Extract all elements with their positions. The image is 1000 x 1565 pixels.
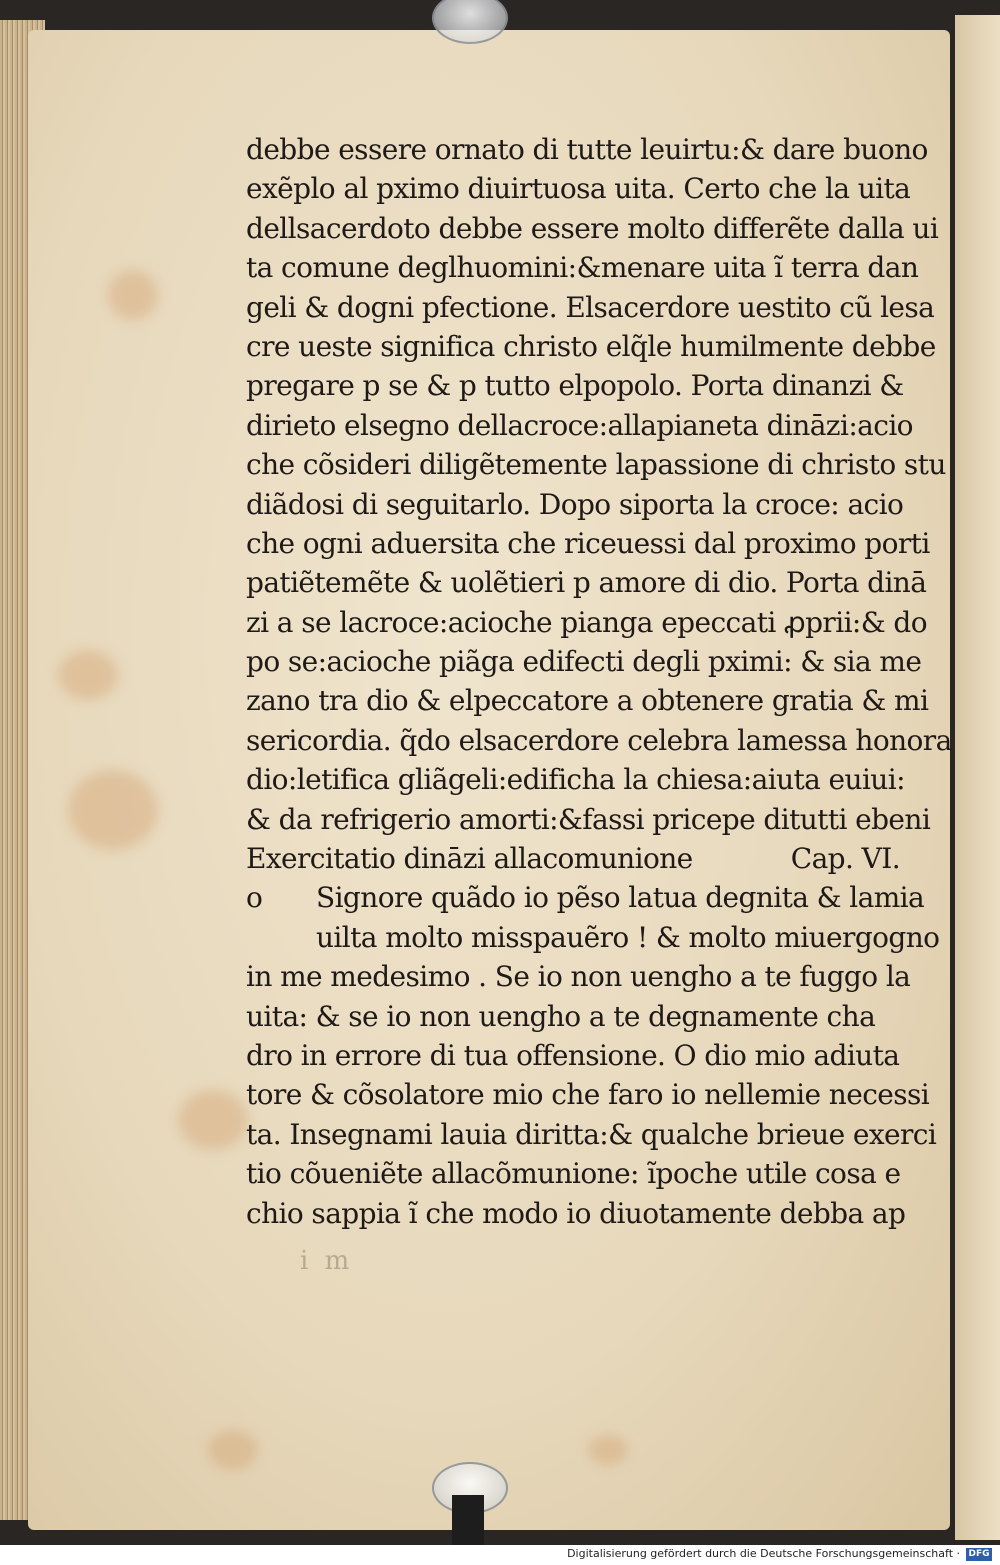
body-text-part-2 — [246, 918, 940, 1233]
body-text-part-1 — [246, 130, 952, 839]
text-line: pregare p se & p tutto elpopolo. Porta dinanzi & — [246, 369, 904, 403]
text-line: debbe essere ornato di tutte leuirtu:& dare buono — [246, 133, 928, 166]
text-line: dellsacerdoto debbe essere molto differẽte dalla ui — [246, 211, 939, 245]
text-line: exẽplo al pximo diuirtuosa uita. Certo che la uita — [246, 172, 911, 206]
text-line: geli & dogni pfectione. Elsacerdore uestito cũ lesa — [246, 290, 935, 324]
page-text-block — [246, 130, 952, 1233]
initial-line — [246, 878, 925, 917]
initial-letter: o — [246, 881, 263, 915]
text-line: tio cõueniẽte allacõmunione: ĩpoche utile cosa e — [246, 1157, 901, 1191]
signature-mark: i m — [300, 1246, 354, 1276]
text-line: zano tra dio & elpeccatore a obtenere gratia & mi — [246, 684, 929, 718]
text-line: che cõsideri diligẽtemente lapassione di christo stu — [246, 448, 946, 482]
text-line: diãdosi di seguitarlo. Dopo siporta la croce: acio — [246, 487, 904, 521]
text-line: & da refrigerio amorti:&fassi pricepe ditutti ebeni — [246, 802, 931, 836]
footer-bar — [0, 1545, 1000, 1565]
text-line: zi a se lacroce:acioche pianga epeccati ꝓprii:& do — [246, 605, 927, 639]
text-line: dio:letifica gliãgeli:edificha la chiesa:aiuta euiui: — [246, 763, 905, 797]
text-line: ta comune deglhuomini:&menare uita ĩ terra dan — [246, 251, 919, 285]
text-line: uilta molto misspauẽro ! & molto miuergogno — [316, 920, 940, 954]
text-line: sericordia. q̃do elsacerdore celebra lamessa honora — [246, 723, 952, 757]
text-line: che ogni aduersita che riceuessi dal proximo porti — [246, 526, 930, 560]
initial-line-text: Signore quãdo io pẽso latua degnita & lamia — [316, 881, 925, 915]
text-line: uita: & se io non uengho a te degnamente cha — [246, 999, 876, 1033]
text-line: in me medesimo . Se io non uengho a te fuggo la — [246, 960, 911, 994]
text-line: cre ueste significa christo elq̃le humilmente debbe — [246, 329, 936, 363]
text-line: chio sappia ĩ che modo io diuotamente debba ap — [246, 1196, 906, 1230]
text-line: ta. Insegnami lauia diritta:& qualche brieue exerci — [246, 1117, 937, 1151]
chapter-number: Cap. VI. — [790, 842, 900, 876]
text-line: tore & cõsolatore mio che faro io nellemie necessi — [246, 1078, 930, 1112]
text-line: patiẽtemẽte & uolẽtieri p amore di dio. Porta dinā — [246, 566, 927, 600]
chapter-title: Exercitatio dināzi allacomunione — [246, 842, 693, 876]
page-clip-stem — [452, 1495, 484, 1545]
text-line: dirieto elsegno dellacroce:allapianeta dināzi:acio — [246, 408, 913, 442]
chapter-heading — [246, 839, 906, 878]
text-line: po se:acioche piãga edifecti degli pximi: & sia me — [246, 645, 922, 679]
dfg-logo: DFG — [966, 1548, 992, 1561]
text-line: dro in errore di tua offensione. O dio mio adiuta — [246, 1038, 900, 1072]
adjacent-page-fragment — [955, 15, 1000, 1540]
digitization-credit: Digitalisierung gefördert durch die Deutsche Forschungsgemeinschaft · — [567, 1547, 960, 1560]
